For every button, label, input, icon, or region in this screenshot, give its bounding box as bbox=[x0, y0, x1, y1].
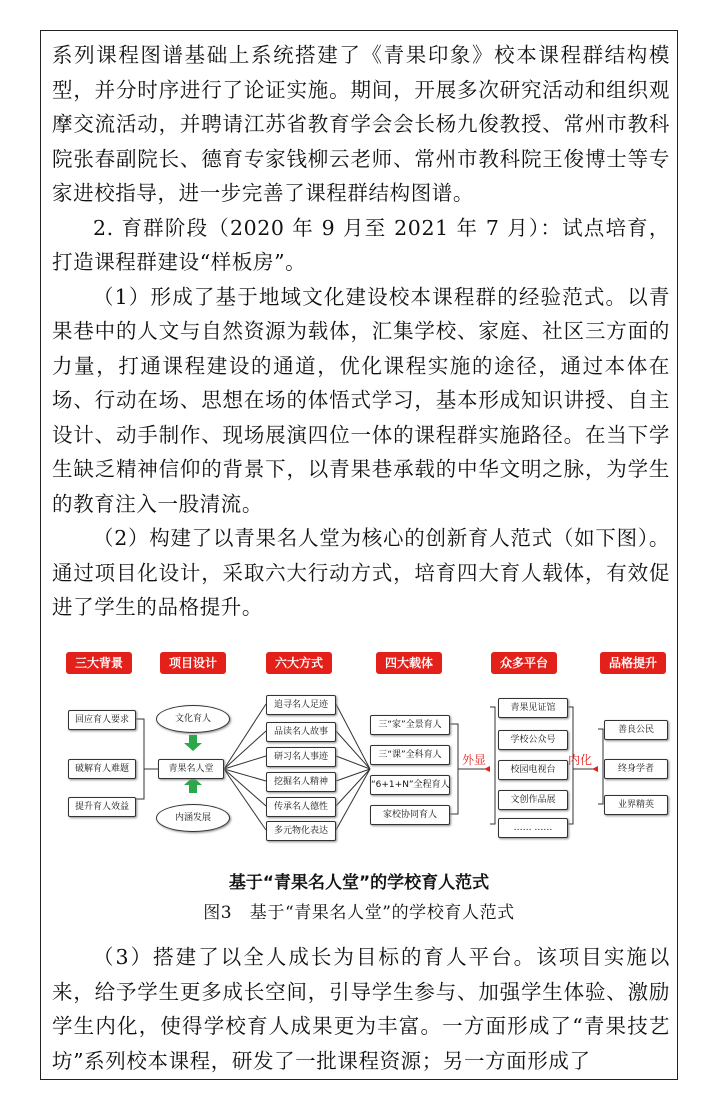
design-center-box: 青果名人堂 bbox=[158, 759, 224, 779]
body-text-bottom bbox=[52, 940, 670, 1078]
method-item: 追寻名人足迹 bbox=[266, 695, 336, 715]
header-six-methods: 六大方式 bbox=[266, 652, 332, 674]
method-item: 多元物化表达 bbox=[266, 821, 336, 841]
label-internal: 内化 bbox=[568, 753, 593, 767]
platform-item: 文创作品展 bbox=[498, 790, 568, 810]
carrier-item: 家校协同育人 bbox=[370, 805, 450, 825]
header-character-growth: 品格提升 bbox=[600, 652, 666, 674]
platform-item: …… …… bbox=[498, 818, 568, 838]
paragraph-1: 系列课程图谱基础上系统搭建了《青果印象》校本课程群结构模型，并分时序进行了论证实施。期间，开展多次研究活动和组织观摩交流活动，并聘请江苏省教育学会会长杨九俊教授、常州市教科院张春副院长、德育专家钱柳云老师、常州市教科院王俊博士等专家进校指导，进一步完善了课程群结构图谱。 bbox=[52, 43, 670, 205]
carrier-item: 三“课”全科育人 bbox=[370, 745, 450, 765]
diagram-connectors bbox=[58, 652, 678, 842]
paragraph-3: （1）形成了基于地域文化建设校本课程群的经验范式。以青果巷中的人文与自然资源为载体，汇集学校、家庭、社区三方面的力量，打通课程建设的通道，优化课程实施的途径，通过本体在场、行动在场、思想在场的体悟式学习，基本形成知识讲授、自主设计、动手制作、现场展演四位一体的课程群实施路径。在当下学生缺乏精神信仰的背景下，以青果巷承载的中华文明之脉，为学生的教育注入一股清流。 bbox=[52, 284, 670, 516]
paragraph-5: （3）搭建了以全人成长为目标的育人平台。该项目实施以来，给予学生更多成长空间，引导学生参与、加强学生体验、激励学生内化，使得学校育人成果更为丰富。一方面形成了“青果技艺坊”系列校本课程，研发了一批课程资源；另一方面形成了 bbox=[52, 945, 670, 1073]
method-item: 研习名人事迹 bbox=[266, 747, 336, 767]
outcome-item: 业界精英 bbox=[604, 795, 668, 815]
platform-item: 学校公众号 bbox=[498, 730, 568, 750]
body-text-top bbox=[52, 38, 670, 625]
design-bottom-oval: 内涵发展 bbox=[156, 804, 230, 832]
header-platforms: 众多平台 bbox=[491, 652, 557, 674]
design-top-oval: 文化育人 bbox=[156, 705, 230, 733]
method-item: 传承名人德性 bbox=[266, 797, 336, 817]
paragraph-4: （2）构建了以青果名人堂为核心的创新育人范式（如下图）。通过项目化设计，采取六大行动方式，培育四大育人载体，有效促进了学生的品格提升。 bbox=[52, 526, 670, 619]
carrier-item: “6+1+N”全程育人 bbox=[370, 775, 450, 795]
education-model-diagram bbox=[58, 652, 678, 842]
method-item: 品读名人故事 bbox=[266, 722, 336, 742]
background-item: 破解育人难题 bbox=[68, 759, 136, 779]
background-item: 提升育人效益 bbox=[68, 797, 136, 817]
carrier-item: 三“家”全景育人 bbox=[370, 715, 450, 735]
diagram-title: 基于“青果名人堂”的学校育人范式 bbox=[228, 873, 490, 893]
outcome-item: 善良公民 bbox=[604, 720, 668, 740]
method-item: 挖掘名人精神 bbox=[266, 772, 336, 792]
outcome-item: 终身学者 bbox=[604, 759, 668, 779]
platform-item: 青果见证馆 bbox=[498, 698, 568, 718]
platform-item: 校园电视台 bbox=[498, 760, 568, 780]
header-four-carriers: 四大载体 bbox=[376, 652, 442, 674]
header-three-backgrounds: 三大背景 bbox=[66, 652, 132, 674]
header-project-design: 项目设计 bbox=[160, 652, 226, 674]
background-item: 回应育人要求 bbox=[68, 710, 136, 730]
paragraph-2: 2. 育群阶段（2020 年 9 月至 2021 年 7 月）：试点培育，打造课程群建设“样板房”。 bbox=[52, 215, 670, 274]
label-external: 外显 bbox=[462, 753, 487, 767]
figure-caption: 图3 基于“青果名人堂”的学校育人范式 bbox=[203, 903, 515, 923]
